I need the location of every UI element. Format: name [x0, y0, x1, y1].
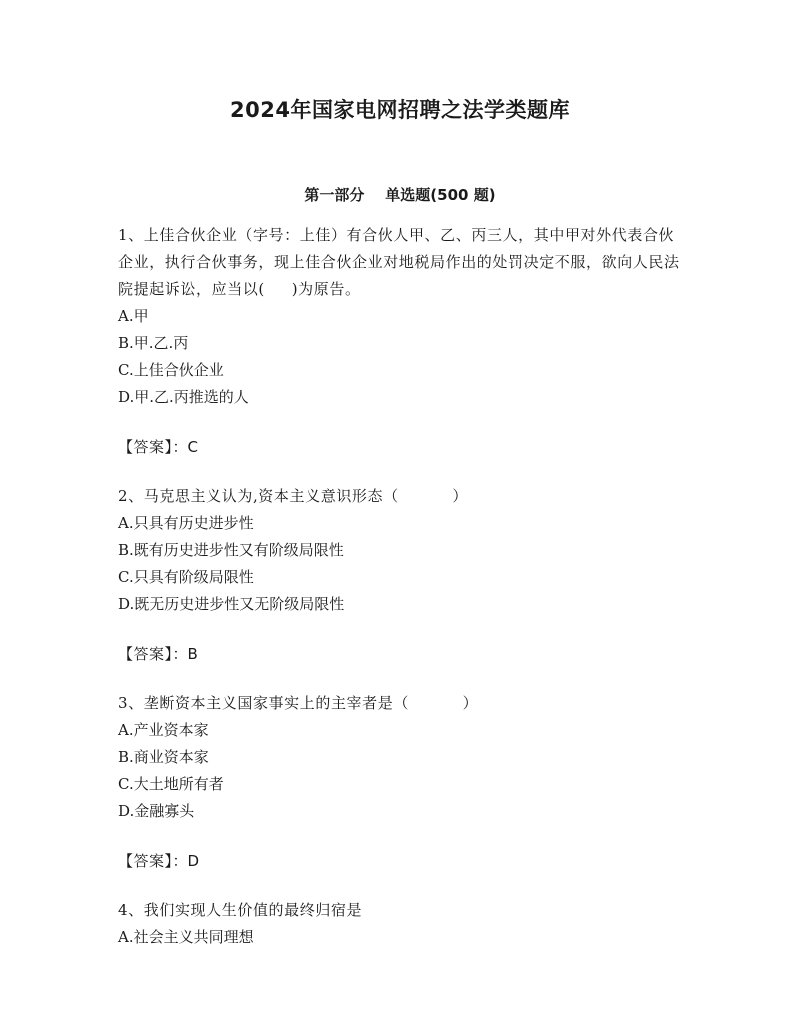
question-4: [118, 897, 683, 951]
option-b: B.既有历史进步性又有阶级局限性: [118, 541, 344, 559]
question-1: [118, 222, 683, 461]
answer-label: 【答案】: [118, 645, 173, 663]
question-stem: 2、马克思主义认为,资本主义意识形态（ ）: [118, 487, 468, 505]
answer-line: [118, 641, 683, 668]
answer-line: [118, 848, 683, 875]
answer-value: ：C: [172, 438, 198, 456]
option-a: A.产业资本家: [118, 721, 209, 739]
option-b: B.商业资本家: [118, 748, 209, 766]
option-c: C.大土地所有者: [118, 775, 224, 793]
option-a: A.只具有历史进步性: [118, 514, 254, 532]
answer-label: 【答案】: [118, 438, 173, 456]
option-a: A.社会主义共同理想: [118, 928, 254, 946]
option-d: D.金融寡头: [118, 802, 195, 820]
section-title: 第一部分 单选题(500 题): [304, 186, 496, 204]
question-2: [118, 483, 683, 668]
question-list: [118, 222, 683, 951]
answer-value: ：B: [172, 645, 198, 663]
document-title: 2024年国家电网招聘之法学类题库: [230, 98, 570, 122]
option-b: B.甲.乙.丙: [118, 334, 189, 352]
question-stem: 4、我们实现人生价值的最终归宿是: [118, 901, 363, 919]
answer-value: ：D: [172, 852, 200, 870]
question-stem: 1、上佳合伙企业（字号：上佳）有合伙人甲、乙、丙三人，其中甲对外代表合伙企业，执行合伙事务，现上佳合伙企业对地税局作出的处罚决定不服，欲向人民法院提起诉讼，应当以( )为原告。: [118, 226, 680, 298]
option-c: C.上佳合伙企业: [118, 361, 224, 379]
option-c: C.只具有阶级局限性: [118, 568, 254, 586]
question-3: [118, 690, 683, 875]
answer-label: 【答案】: [118, 852, 173, 870]
option-d: D.既无历史进步性又无阶级局限性: [118, 595, 345, 613]
option-d: D.甲.乙.丙推选的人: [118, 388, 249, 406]
answer-line: [118, 434, 683, 461]
question-stem: 3、垄断资本主义国家事实上的主宰者是（ ）: [118, 694, 479, 712]
option-a: A.甲: [118, 307, 149, 325]
